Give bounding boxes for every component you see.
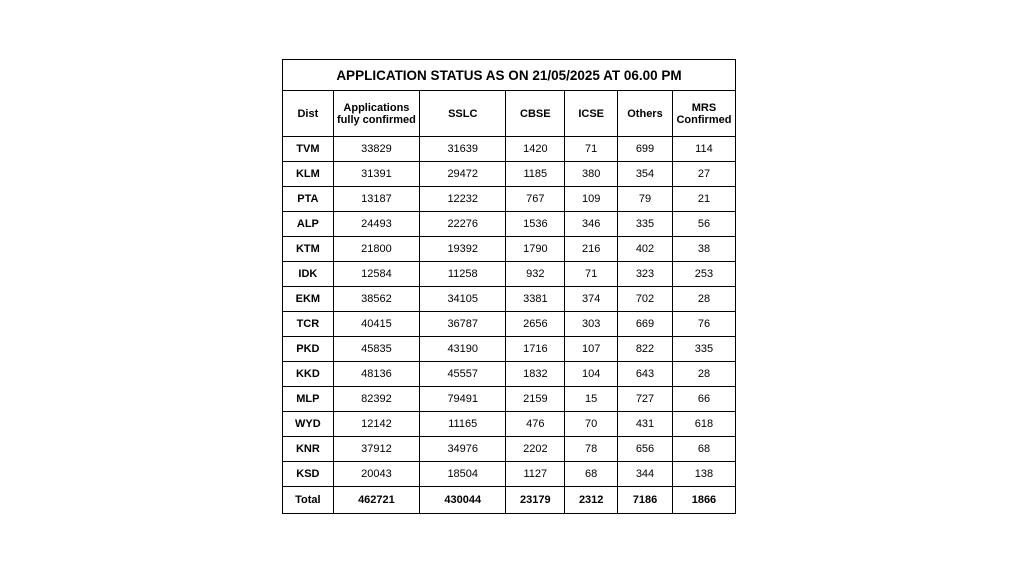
value-cell: 476 — [506, 412, 565, 437]
value-cell: 2159 — [506, 387, 565, 412]
total-row — [283, 487, 736, 514]
district-cell: WYD — [283, 412, 334, 437]
value-cell: 28 — [672, 362, 735, 387]
table-row — [283, 287, 736, 312]
district-cell: KSD — [283, 462, 334, 487]
value-cell: 3381 — [506, 287, 565, 312]
value-cell: 335 — [618, 212, 673, 237]
value-cell: 24493 — [333, 212, 419, 237]
district-cell: KLM — [283, 162, 334, 187]
column-header-cbse: CBSE — [506, 91, 565, 137]
value-cell: 43190 — [420, 337, 506, 362]
value-cell: 932 — [506, 262, 565, 287]
value-cell: 669 — [618, 312, 673, 337]
value-cell: 1716 — [506, 337, 565, 362]
value-cell: 66 — [672, 387, 735, 412]
value-cell: 822 — [618, 337, 673, 362]
table-row — [283, 437, 736, 462]
value-cell: 2656 — [506, 312, 565, 337]
value-cell: 303 — [565, 312, 618, 337]
value-cell: 38 — [672, 237, 735, 262]
value-cell: 18504 — [420, 462, 506, 487]
value-cell: 70 — [565, 412, 618, 437]
table-row — [283, 137, 736, 162]
value-cell: 36787 — [420, 312, 506, 337]
value-cell: 109 — [565, 187, 618, 212]
value-cell: 68 — [672, 437, 735, 462]
value-cell: 323 — [618, 262, 673, 287]
table-row — [283, 337, 736, 362]
value-cell: 31639 — [420, 137, 506, 162]
table-row — [283, 187, 736, 212]
value-cell: 11258 — [420, 262, 506, 287]
table-row — [283, 162, 736, 187]
value-cell: 12232 — [420, 187, 506, 212]
table-row — [283, 312, 736, 337]
value-cell: 33829 — [333, 137, 419, 162]
application-status-table — [282, 59, 736, 514]
total-cell: 7186 — [618, 487, 673, 514]
value-cell: 1127 — [506, 462, 565, 487]
value-cell: 13187 — [333, 187, 419, 212]
value-cell: 253 — [672, 262, 735, 287]
value-cell: 34976 — [420, 437, 506, 462]
value-cell: 380 — [565, 162, 618, 187]
value-cell: 79 — [618, 187, 673, 212]
value-cell: 104 — [565, 362, 618, 387]
column-header-icse: ICSE — [565, 91, 618, 137]
value-cell: 1536 — [506, 212, 565, 237]
value-cell: 431 — [618, 412, 673, 437]
total-label: Total — [283, 487, 334, 514]
value-cell: 702 — [618, 287, 673, 312]
value-cell: 38562 — [333, 287, 419, 312]
value-cell: 1185 — [506, 162, 565, 187]
value-cell: 114 — [672, 137, 735, 162]
value-cell: 1420 — [506, 137, 565, 162]
value-cell: 76 — [672, 312, 735, 337]
district-cell: TCR — [283, 312, 334, 337]
value-cell: 28 — [672, 287, 735, 312]
value-cell: 22276 — [420, 212, 506, 237]
table-title: APPLICATION STATUS AS ON 21/05/2025 AT 06.00 PM — [283, 60, 736, 91]
column-header-sslc: SSLC — [420, 91, 506, 137]
value-cell: 12142 — [333, 412, 419, 437]
district-cell: ALP — [283, 212, 334, 237]
column-header-dist: Dist — [283, 91, 334, 137]
value-cell: 19392 — [420, 237, 506, 262]
district-cell: KTM — [283, 237, 334, 262]
district-cell: EKM — [283, 287, 334, 312]
value-cell: 335 — [672, 337, 735, 362]
value-cell: 37912 — [333, 437, 419, 462]
value-cell: 643 — [618, 362, 673, 387]
value-cell: 20043 — [333, 462, 419, 487]
total-cell: 2312 — [565, 487, 618, 514]
total-cell: 462721 — [333, 487, 419, 514]
column-header-applications: Applications fully confirmed — [333, 91, 419, 137]
table-row — [283, 462, 736, 487]
column-header-others: Others — [618, 91, 673, 137]
value-cell: 29472 — [420, 162, 506, 187]
table-row — [283, 387, 736, 412]
total-cell: 430044 — [420, 487, 506, 514]
value-cell: 56 — [672, 212, 735, 237]
district-cell: IDK — [283, 262, 334, 287]
value-cell: 12584 — [333, 262, 419, 287]
value-cell: 31391 — [333, 162, 419, 187]
value-cell: 374 — [565, 287, 618, 312]
value-cell: 82392 — [333, 387, 419, 412]
value-cell: 346 — [565, 212, 618, 237]
value-cell: 1832 — [506, 362, 565, 387]
value-cell: 34105 — [420, 287, 506, 312]
value-cell: 727 — [618, 387, 673, 412]
district-cell: TVM — [283, 137, 334, 162]
value-cell: 78 — [565, 437, 618, 462]
value-cell: 27 — [672, 162, 735, 187]
district-cell: PKD — [283, 337, 334, 362]
value-cell: 48136 — [333, 362, 419, 387]
value-cell: 79491 — [420, 387, 506, 412]
value-cell: 344 — [618, 462, 673, 487]
value-cell: 354 — [618, 162, 673, 187]
value-cell: 21 — [672, 187, 735, 212]
district-cell: KNR — [283, 437, 334, 462]
value-cell: 40415 — [333, 312, 419, 337]
column-header-row — [283, 91, 736, 137]
value-cell: 71 — [565, 262, 618, 287]
table-row — [283, 212, 736, 237]
column-header-mrs-confirmed: MRS Confirmed — [672, 91, 735, 137]
value-cell: 2202 — [506, 437, 565, 462]
district-cell: KKD — [283, 362, 334, 387]
value-cell: 15 — [565, 387, 618, 412]
total-cell: 23179 — [506, 487, 565, 514]
value-cell: 1790 — [506, 237, 565, 262]
value-cell: 138 — [672, 462, 735, 487]
value-cell: 45835 — [333, 337, 419, 362]
table-row — [283, 237, 736, 262]
district-cell: MLP — [283, 387, 334, 412]
value-cell: 618 — [672, 412, 735, 437]
value-cell: 767 — [506, 187, 565, 212]
value-cell: 45557 — [420, 362, 506, 387]
value-cell: 71 — [565, 137, 618, 162]
value-cell: 216 — [565, 237, 618, 262]
table-row — [283, 262, 736, 287]
value-cell: 402 — [618, 237, 673, 262]
value-cell: 107 — [565, 337, 618, 362]
table-row — [283, 362, 736, 387]
district-cell: PTA — [283, 187, 334, 212]
value-cell: 68 — [565, 462, 618, 487]
total-cell: 1866 — [672, 487, 735, 514]
value-cell: 656 — [618, 437, 673, 462]
table-row — [283, 412, 736, 437]
value-cell: 21800 — [333, 237, 419, 262]
value-cell: 699 — [618, 137, 673, 162]
value-cell: 11165 — [420, 412, 506, 437]
